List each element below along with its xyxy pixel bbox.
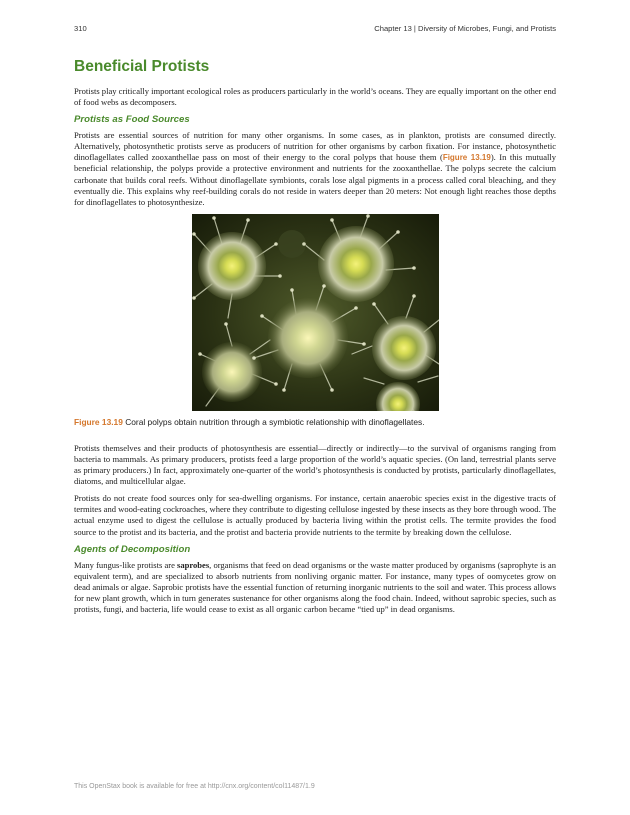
- page-footer: This OpenStax book is available for free at http://cnx.org/content/col11487/1.9: [74, 783, 315, 790]
- running-header: [74, 24, 556, 36]
- subheading-decomposition: Agents of Decomposition: [74, 543, 191, 555]
- decomp-text-a: Many fungus-like protists are: [74, 559, 178, 570]
- figure-reference-link[interactable]: Figure 13.19: [442, 153, 491, 163]
- food-paragraph-1: [74, 130, 556, 208]
- figure-caption: [74, 417, 556, 427]
- subheading-food-sources: Protists as Food Sources: [74, 114, 190, 126]
- food-p1-text-b: ). In this mutually beneficial relationship, the polyps provide a protective environment and nutrients for the zooxanthellae. The polyps secrete the calcium carbonate that builds coral reefs. Without dinoflagellate symbionts, corals lose algal pigments in a process called coral bleaching, and they eventually die. This explains why reef-building corals do not reside in waters deeper than 20 meters: Not enough light reaches those depths for dinoflagellates to photosynthesize.: [74, 152, 557, 207]
- section-title: Beneficial Protists: [74, 58, 210, 75]
- page-number: 310: [74, 24, 87, 33]
- term-saprobes: saprobes: [177, 559, 210, 570]
- main-content: [74, 58, 556, 621]
- food-paragraph-3: Protists do not create food sources only for sea-dwelling organisms. For instance, certain anaerobic species exist in the digestive tracts of termites and wood-eating cockroaches, where they contribute to digesting cellulose ingested by these insects as they bore through wood. The actual enzyme used to digest the cellulose is actually produced by bacteria living within the protist cells. The termite provides the food source to the protist and its bacteria, and the protist and bacteria provide nutrients to the termite by breaking down the cellulose.: [74, 493, 556, 537]
- figure-caption-text: Coral polyps obtain nutrition through a symbiotic relationship with dinoflagellates.: [122, 416, 425, 427]
- decomposition-paragraph: [74, 560, 556, 615]
- decomp-text-b: , organisms that feed on dead organisms or the waste matter produced by organisms (saprophyte is an equivalent term), and are specialized to absorb nutrients from nonliving organic matter. For instance, many types of oomycetes grow on dead animals or algae. Saprobic protists have the essential function of returning inorganic nutrients to the soil and water. This process allows for new plant growth, which in turn generates sustenance for other organisms along the food chain. Indeed, without saprobic species, such as protists, fungi, and bacteria, life would cease to exist as all organic carbon became “tied up” in dead organisms.: [74, 559, 556, 614]
- food-p1-text-a: Protists are essential sources of nutrition for many other organisms. In some cases, as in plankton, protists are consumed directly. Alternatively, photosynthetic protists serve as producers of nutrition for other organisms by carbon fixation. For instance, photosynthetic dinoflagellates called zooxanthellae pass on most of their energy to the coral polyps that house them (: [74, 130, 556, 163]
- coral-polyps-photo: [192, 214, 439, 411]
- figure-label: Figure 13.19: [74, 416, 123, 427]
- intro-paragraph: Protists play critically important ecological roles as producers particularly in the world’s oceans. They are equally important on the other end of food webs as decomposers.: [74, 86, 556, 108]
- figure-13-19: [74, 214, 556, 427]
- food-paragraph-2: Protists themselves and their products of photosynthesis are essential—directly or indirectly—to the survival of organisms ranging from bacteria to mammals. As primary producers, protists feed a large proportion of the world’s aquatic species. (On land, terrestrial plants serve as primary producers.) In fact, approximately one-quarter of the world’s photosynthesis is conducted by protists, particularly dinoflagellates, diatoms, and multicellular algae.: [74, 442, 556, 487]
- chapter-title: Chapter 13 | Diversity of Microbes, Fungi, and Protists: [374, 24, 556, 33]
